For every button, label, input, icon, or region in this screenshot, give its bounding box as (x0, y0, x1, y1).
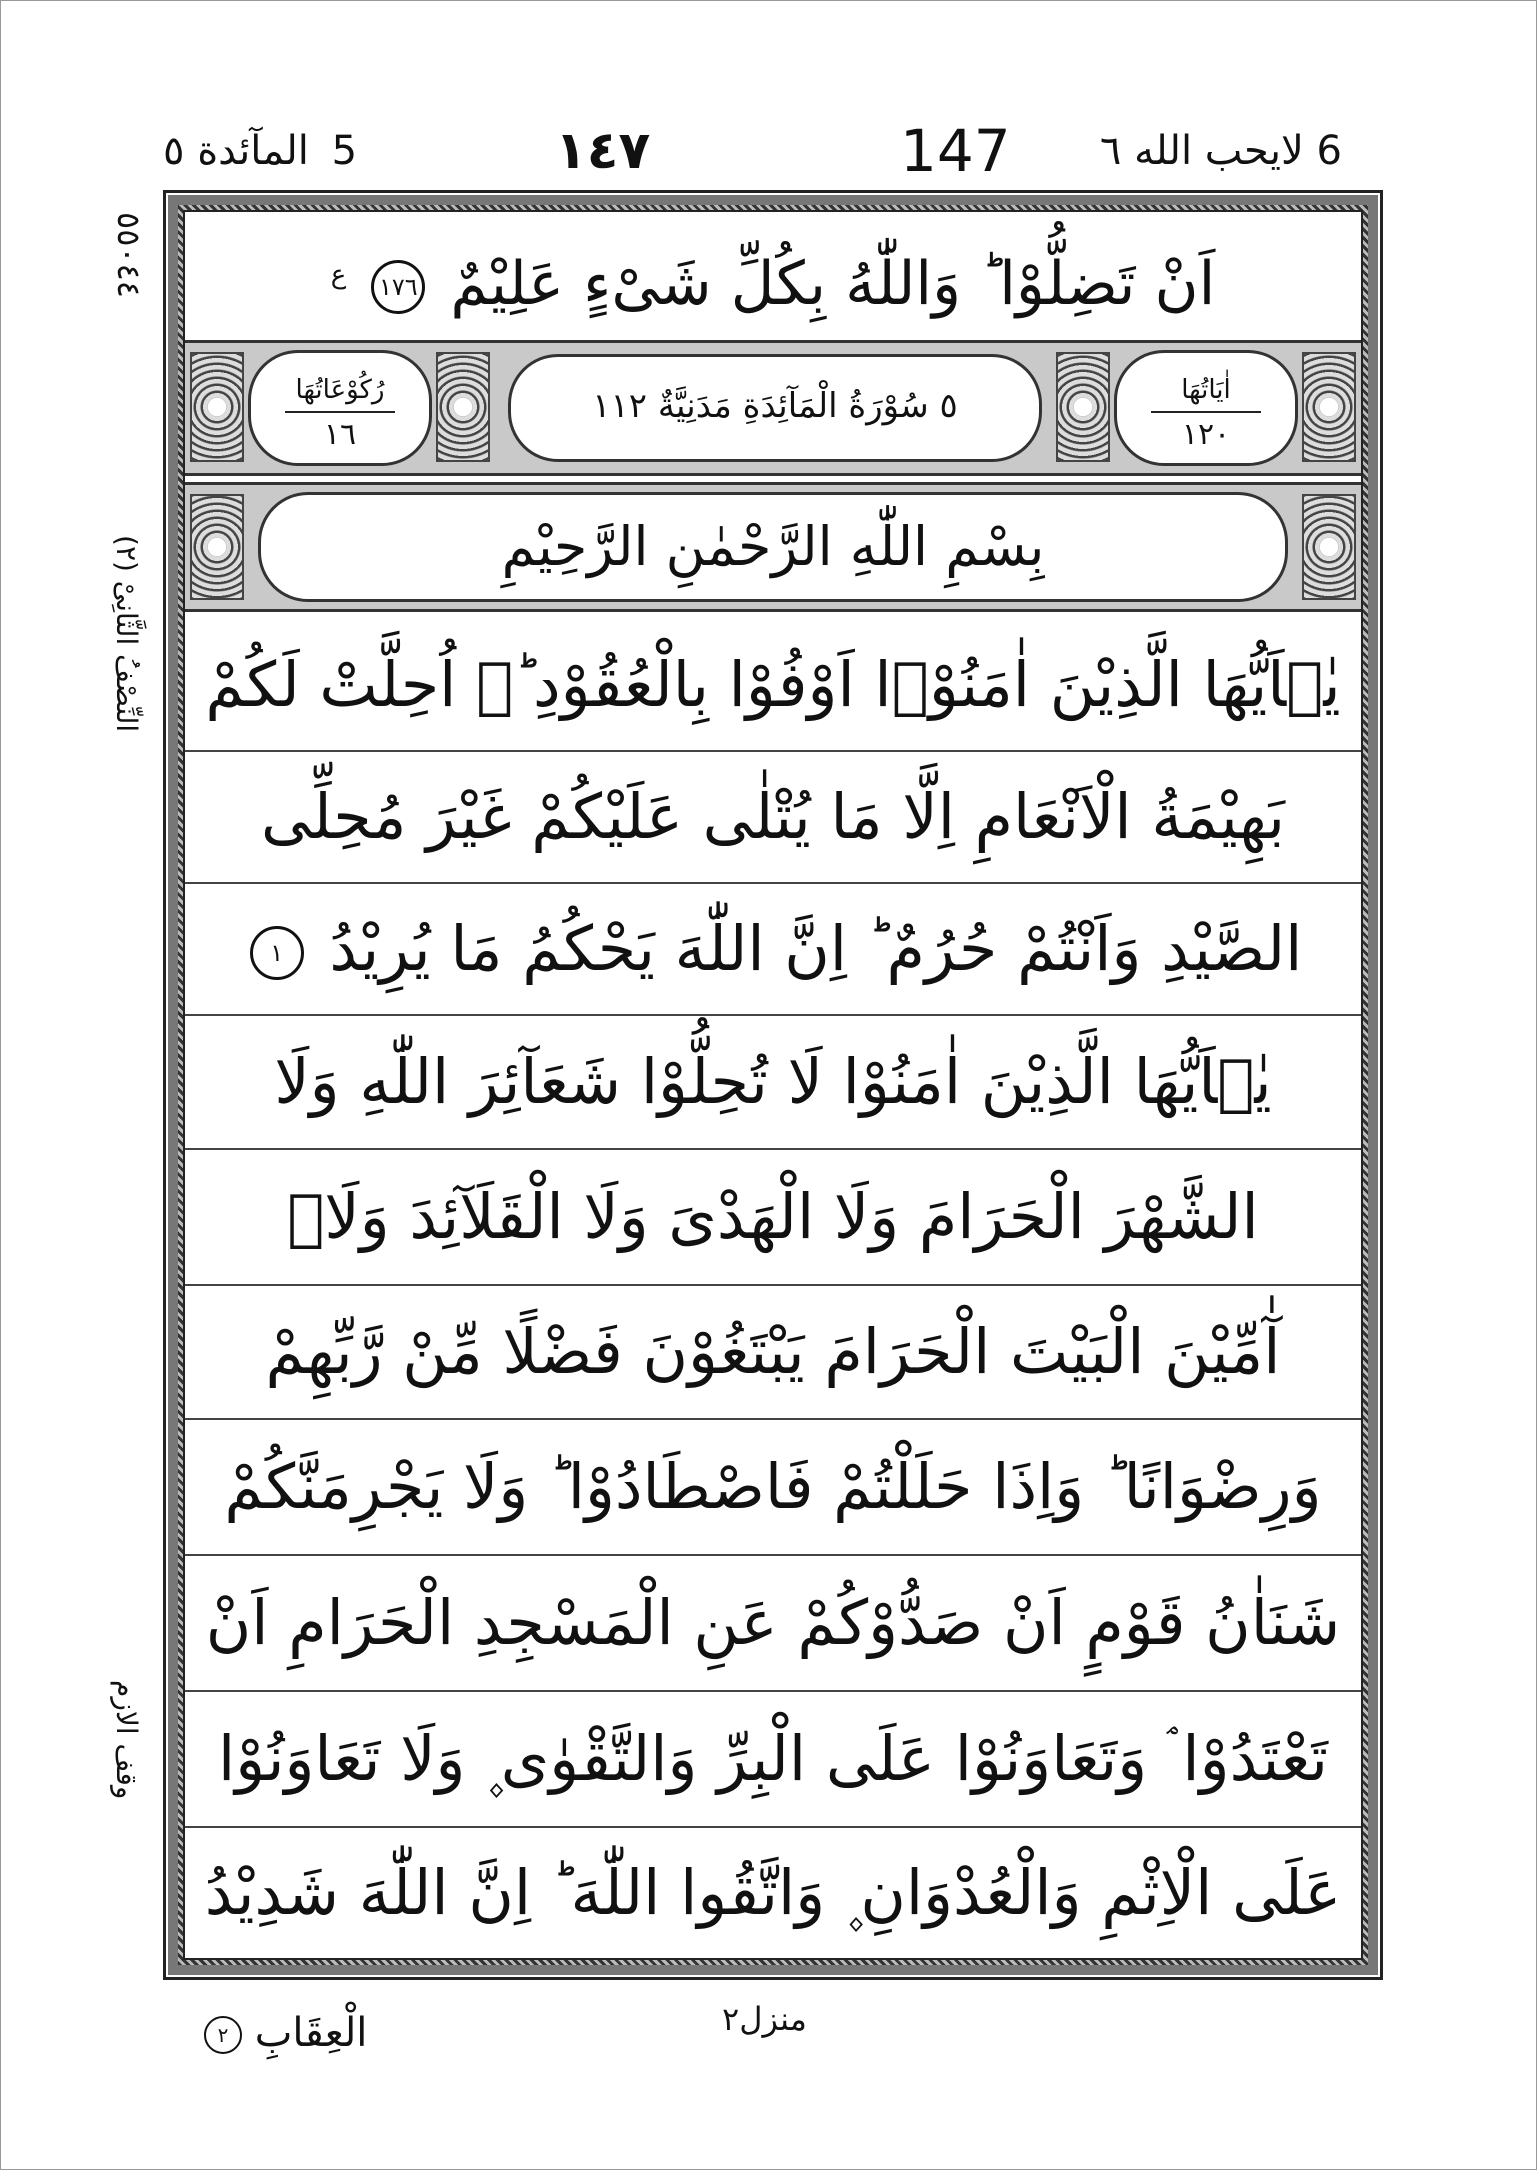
verse-line-7: وَرِضْوَانًا ؕ وَاِذَا حَلَلْتُمْ فَاصْطَادُوْا ؕ وَلَا یَجْرِمَنَّكُمْ (224, 1450, 1322, 1523)
ornament-right-inner (1056, 352, 1110, 462)
header-juz (1100, 118, 1352, 184)
verse-line-3 (185, 884, 1361, 1014)
ayah-number-marker: ١٧٦ (371, 260, 425, 314)
page-number-english: 147 (900, 117, 1011, 185)
verse-line-3-text: الصَّیْدِ وَاَنْتُمْ حُرُمٌ ؕ اِنَّ اللّٰهَ یَحْكُمُ مَا یُرِیْدُ (329, 912, 1303, 985)
header-juz-number: 6 (1316, 128, 1342, 174)
footer-catchword (196, 2010, 367, 2056)
ayat-count-cartouche (1114, 350, 1298, 466)
margin-hizb-marker: النِّصْفُ الثَّانِیْ (٢) (110, 535, 143, 733)
margin-waqf-mark: وقف الازم (110, 1680, 143, 1800)
ayat-count: ١٢٠ (1181, 417, 1231, 452)
verse-line-9: تَعْتَدُوْا ۘ وَتَعَاوَنُوْا عَلَى الْبِرِّ وَالتَّقْوٰى ۪ وَلَا تَعَاوَنُوْا (217, 1722, 1328, 1795)
top-verse (185, 215, 1361, 335)
catchword-text: الْعِقَابِ (254, 2010, 368, 2056)
top-verse-text: اَنْ تَضِلُّوْا ؕ وَاللّٰهُ بِكُلِّ شَیْءٍ عَلِیْمٌ (450, 249, 1216, 319)
margin-note-top: ٥٥٠٤٤ (110, 212, 148, 298)
ornament-left-inner (436, 352, 490, 462)
footer-manzil: منزل٢ (722, 2000, 807, 2038)
ornament-left-outer (190, 352, 244, 462)
ruku-mark: ع (330, 260, 347, 290)
header-juz-name: لايحب الله ٦ (1099, 128, 1304, 174)
verse-line-2: بَهِیْمَةُ الْاَنْعَامِ اِلَّا مَا یُتْلٰى عَلَیْكُمْ غَیْرَ مُحِلِّی (261, 780, 1285, 853)
ayah-number-marker: ١ (250, 926, 304, 980)
verse-line-4: یٰۤاَیُّهَا الَّذِیْنَ اٰمَنُوْا لَا تُحِلُّوْا شَعَآئِرَ اللّٰهِ وَلَا (274, 1045, 1272, 1118)
header-surah (163, 118, 357, 184)
ornament-bismillah-left (190, 494, 244, 600)
bismillah: بِسْمِ اللّٰهِ الرَّحْمٰنِ الرَّحِیْمِ (258, 492, 1288, 602)
ornament-right-outer (1302, 352, 1356, 462)
surah-title-cartouche: ٥ سُوْرَةُ الْمَآئِدَةِ مَدَنِیَّةٌ ١١٢ (508, 354, 1042, 462)
ruku-count-cartouche (248, 350, 432, 466)
catchword-ayah-marker: ٢ (204, 2016, 242, 2054)
verse-line-1: یٰۤاَیُّهَا الَّذِیْنَ اٰمَنُوْۤا اَوْفُوْا بِالْعُقُوْدِ ؕ۬ اُحِلَّتْ لَكُمْ (205, 648, 1341, 721)
ruku-label: رُكُوْعَاتُهَا (295, 375, 385, 405)
verse-line-10: عَلَى الْاِثْمِ وَالْعُدْوَانِ ۪ وَاتَّقُوا اللّٰهَ ؕ اِنَّ اللّٰهَ شَدِیْدُ (204, 1856, 1342, 1929)
ayat-label: اٰیَاتُهَا (1181, 375, 1231, 405)
header-surah-number: 5 (331, 128, 358, 174)
ruku-count: ١٦ (323, 417, 357, 452)
header-surah-name: المآئدة ٥ (163, 128, 309, 174)
verse-line-6: آٰمِّیْنَ الْبَیْتَ الْحَرَامَ یَبْتَغُوْنَ فَضْلًا مِّنْ رَّبِّهِمْ (265, 1315, 1281, 1388)
verse-line-5: الشَّهْرَ الْحَرَامَ وَلَا الْهَدْیَ وَلَا الْقَلَآئِدَ وَلَاۤ (287, 1180, 1259, 1253)
page-number-arabic: ١٤٧ (555, 121, 651, 181)
verse-line-8: شَنَاٰنُ قَوْمٍ اَنْ صَدُّوْكُمْ عَنِ الْمَسْجِدِ الْحَرَامِ اَنْ (205, 1586, 1341, 1659)
ornament-bismillah-right (1302, 494, 1356, 600)
